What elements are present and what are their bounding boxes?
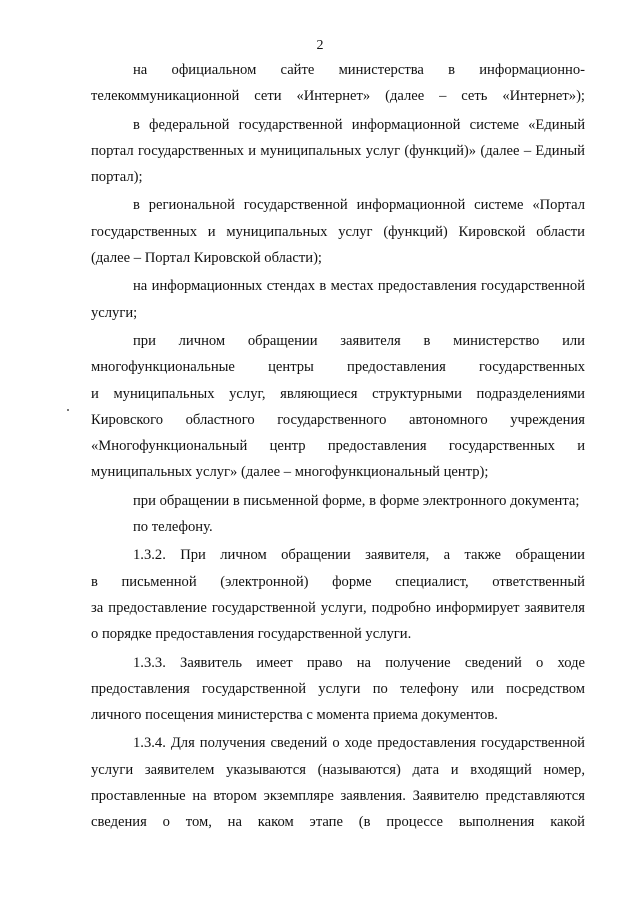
- text-line: сведения о том, на каком этапе (в процессе выполнения какой: [91, 814, 585, 831]
- text-line: в письменной (электронной) форме специалист, ответственный: [91, 573, 585, 590]
- text-line: муниципальных услуг» (далее – многофункциональный центр);: [91, 464, 489, 481]
- text-line: за предоставление государственной услуги, подробно информирует заявителя: [91, 599, 585, 616]
- text-line: в региональной государственной информационной системе «Портал: [133, 197, 585, 214]
- text-line: на официальном сайте министерства в информационно-: [133, 62, 585, 78]
- text-line: при обращении в письменной форме, в форме электронного документа;: [133, 492, 580, 509]
- text-line: проставленные на втором экземпляре заявления. Заявителю представляются: [91, 788, 585, 805]
- text-line: (далее – Портал Кировской области);: [91, 250, 322, 267]
- text-line: услуги заявителем указываются (называются) дата и входящий номер,: [91, 761, 585, 778]
- scan-speck: [67, 409, 69, 411]
- text-line: многофункциональные центры предоставления государственных: [91, 359, 585, 376]
- text-line: по телефону.: [133, 519, 213, 536]
- text-line: Кировского областного государственного автономного учреждения: [91, 411, 585, 428]
- text-line: личного посещения министерства с момента приема документов.: [91, 707, 498, 724]
- text-line: государственных и муниципальных услуг (функций) Кировской области: [91, 223, 585, 240]
- text-line: предоставления государственной услуги по телефону или посредством: [91, 680, 585, 697]
- text-line: телекоммуникационной сети «Интернет» (далее – сеть «Интернет»);: [91, 88, 585, 105]
- text-line: 1.3.2. При личном обращении заявителя, а также обращении: [133, 547, 585, 564]
- text-line: 1.3.3. Заявитель имеет право на получение сведений о ходе: [133, 654, 585, 671]
- text-line: портал государственных и муниципальных услуг (функций)» (далее – Единый: [91, 142, 585, 159]
- page-number: 2: [316, 38, 324, 53]
- text-line: о порядке предоставления государственной услуги.: [91, 626, 412, 643]
- text-line: 1.3.4. Для получения сведений о ходе предоставления государственной: [133, 735, 585, 752]
- text-line: услуги;: [91, 304, 138, 321]
- text-line: «Многофункциональный центр предоставления государственных и: [91, 438, 585, 455]
- text-line: в федеральной государственной информационной системе «Единый: [133, 116, 585, 133]
- document-body: [91, 57, 585, 836]
- text-line: портал);: [91, 169, 143, 186]
- text-line: и муниципальных услуг, являющиеся структурными подразделениями: [91, 385, 585, 402]
- text-line: при личном обращении заявителя в министерство или: [133, 332, 585, 349]
- text-line: на информационных стендах в местах предоставления государственной: [133, 278, 585, 295]
